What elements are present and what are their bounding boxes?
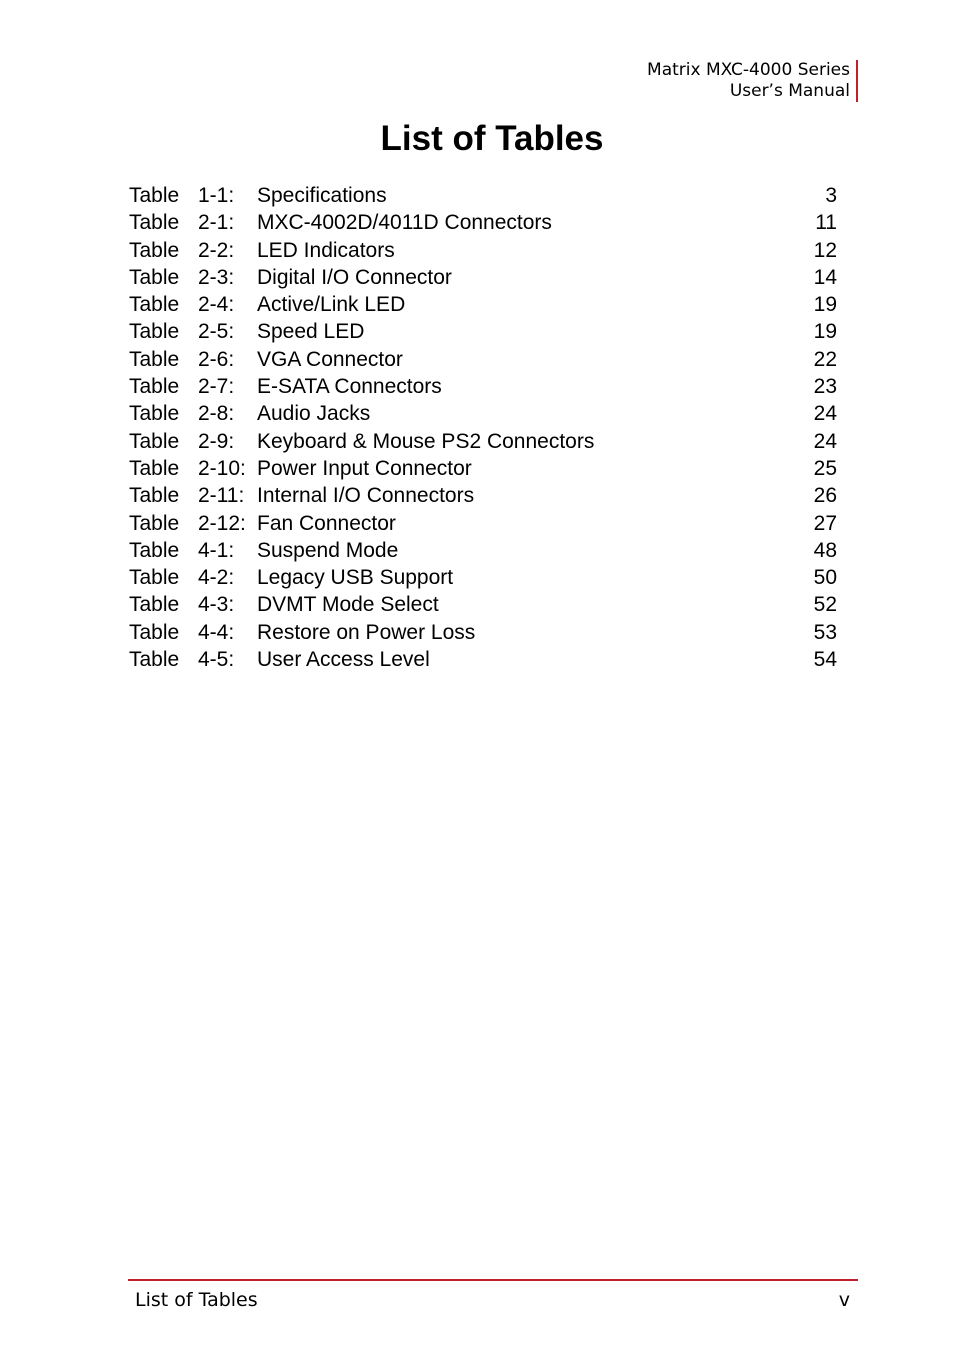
list-item[interactable] [129, 646, 837, 673]
entry-number: 1-1: [198, 184, 235, 207]
entry-label: Table [129, 429, 180, 453]
list-item[interactable] [129, 182, 837, 209]
entry-number: 2-6: [198, 347, 235, 371]
list-item[interactable] [129, 482, 837, 509]
entry-label: Table [129, 184, 180, 207]
list-item[interactable] [129, 318, 837, 345]
entry-label: Table [129, 593, 180, 617]
entry-title: User Access Level [257, 648, 430, 672]
entry-number: 2-7: [198, 375, 235, 399]
entry-label: Table [129, 648, 180, 672]
entry-title: Power Input Connector [257, 456, 472, 480]
entry-number: 2-5: [198, 320, 235, 344]
list-item[interactable] [129, 237, 837, 264]
entry-page-number: 12 [813, 238, 837, 262]
entry-number: 2-3: [198, 265, 235, 289]
header-product-name: Matrix MXC-4000 Series [647, 60, 850, 80]
entry-number: 2-4: [198, 293, 235, 317]
list-item[interactable] [129, 373, 837, 400]
list-item[interactable] [129, 400, 837, 427]
entry-number: 2-9: [198, 429, 235, 453]
list-item[interactable] [129, 346, 837, 373]
entry-page-number: 48 [813, 538, 837, 562]
entry-title: Suspend Mode [257, 538, 399, 562]
list-item[interactable] [129, 428, 837, 455]
entry-number: 2-8: [198, 402, 235, 426]
entry-page-number: 24 [813, 402, 837, 426]
footer-divider [128, 1279, 858, 1281]
entry-page-number: 25 [813, 456, 837, 480]
entry-title: DVMT Mode Select [257, 593, 439, 617]
entry-title: Digital I/O Connector [257, 265, 452, 289]
list-item[interactable] [129, 455, 837, 482]
entry-number: 2-2: [198, 238, 235, 262]
entry-label: Table [129, 347, 180, 371]
entry-page-number: 50 [813, 566, 837, 590]
entry-page-number: 3 [825, 184, 837, 207]
entry-label: Table [129, 484, 180, 508]
entry-number: 2-1: [198, 211, 235, 235]
entry-title: Fan Connector [257, 511, 396, 535]
entry-page-number: 19 [813, 293, 837, 317]
entry-label: Table [129, 620, 180, 644]
list-item[interactable] [129, 510, 837, 537]
entry-page-number: 53 [813, 620, 837, 644]
entry-page-number: 27 [813, 511, 837, 535]
entry-title: Active/Link LED [257, 293, 406, 317]
entry-page-number: 22 [813, 347, 837, 371]
entry-page-number: 24 [813, 429, 837, 453]
entry-number: 2-12: [198, 511, 246, 535]
entry-number: 2-11: [198, 484, 245, 508]
list-item[interactable] [129, 537, 837, 564]
entry-title: Specifications [257, 184, 387, 207]
list-item[interactable] [129, 209, 837, 236]
entry-page-number: 11 [815, 211, 837, 235]
entry-page-number: 14 [813, 265, 837, 289]
entry-number: 4-5: [198, 648, 235, 672]
entry-page-number: 26 [813, 484, 837, 508]
entry-title: Restore on Power Loss [257, 620, 476, 644]
entry-label: Table [129, 211, 180, 235]
entry-title: LED Indicators [257, 238, 395, 262]
running-header [647, 60, 858, 102]
entry-title: Keyboard & Mouse PS2 Connectors [257, 429, 595, 453]
list-item[interactable] [129, 619, 837, 646]
entry-label: Table [129, 238, 180, 262]
entry-page-number: 52 [813, 593, 837, 617]
entry-label: Table [129, 320, 180, 344]
entry-label: Table [129, 375, 180, 399]
entry-label: Table [129, 511, 180, 535]
entry-title: Speed LED [257, 320, 365, 344]
list-item[interactable] [129, 591, 837, 618]
entry-title: Internal I/O Connectors [257, 484, 475, 508]
footer-page-number: v [838, 1289, 850, 1311]
entry-number: 2-10: [198, 456, 246, 480]
entry-label: Table [129, 566, 180, 590]
entry-title: E-SATA Connectors [257, 375, 442, 399]
entry-label: Table [129, 402, 180, 426]
list-item[interactable] [129, 264, 837, 291]
list-item[interactable] [129, 564, 837, 591]
list-item[interactable] [129, 291, 837, 318]
entry-page-number: 54 [813, 648, 837, 672]
entry-label: Table [129, 538, 180, 562]
entry-number: 4-1: [198, 538, 235, 562]
entry-label: Table [129, 293, 180, 317]
entry-page-number: 19 [813, 320, 837, 344]
page-title: List of Tables [380, 119, 604, 158]
entry-label: Table [129, 456, 180, 480]
header-document-type: User’s Manual [729, 81, 850, 101]
table-list [129, 182, 837, 673]
entry-number: 4-2: [198, 566, 235, 590]
entry-title: Audio Jacks [257, 402, 371, 426]
entry-title: MXC-4002D/4011D Connectors [257, 211, 552, 235]
footer-section-name: List of Tables [135, 1289, 258, 1311]
entry-number: 4-3: [198, 593, 235, 617]
entry-number: 4-4: [198, 620, 235, 644]
entry-title: Legacy USB Support [257, 566, 454, 590]
entry-page-number: 23 [813, 375, 837, 399]
entry-label: Table [129, 265, 180, 289]
entry-title: VGA Connector [257, 347, 403, 371]
